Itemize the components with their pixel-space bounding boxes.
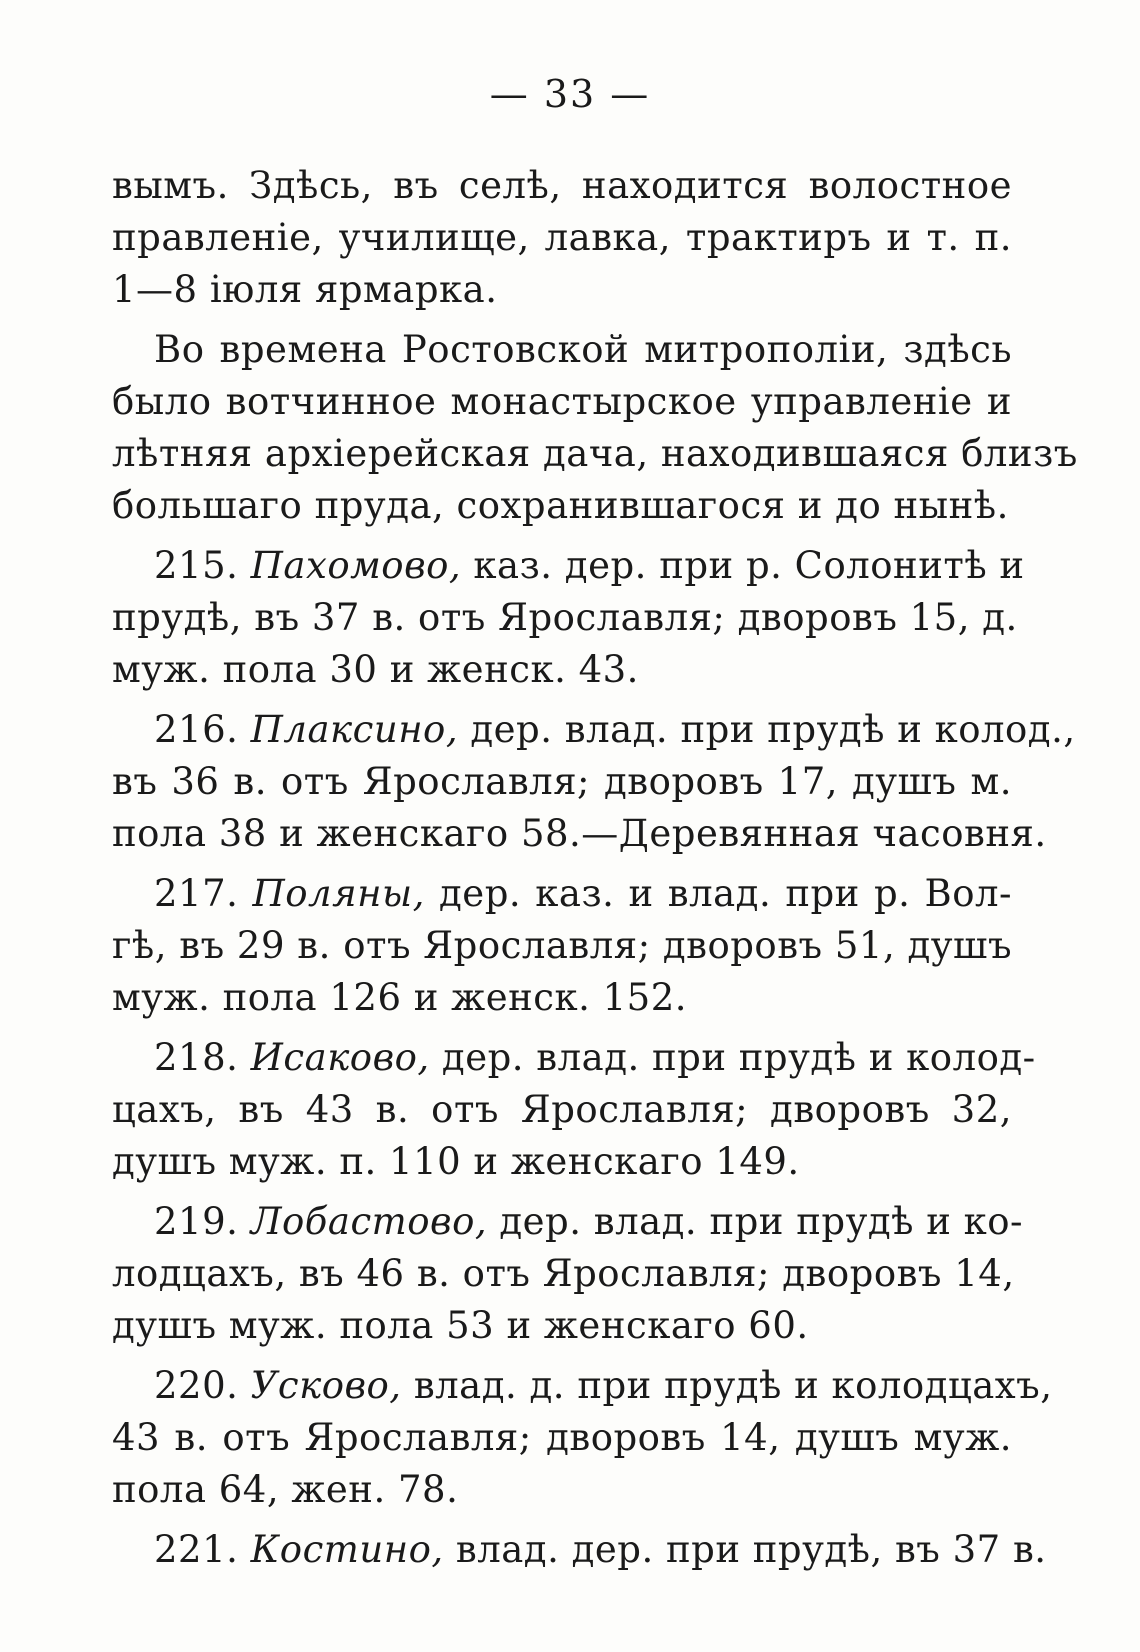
text-line: 43 в. отъ Ярославля; дворовъ 14, душъ муж. bbox=[112, 1416, 1012, 1459]
text-line: гѣ, въ 29 в. отъ Ярославля; дворовъ 51, душъ bbox=[112, 924, 1012, 967]
entry-number: 216. bbox=[154, 708, 239, 751]
page-body bbox=[112, 160, 1078, 1584]
entry-first-line bbox=[112, 1524, 1047, 1576]
entry-first-line bbox=[112, 1196, 1024, 1248]
entry-number: 218. bbox=[154, 1036, 239, 1079]
place-name: Лобастово, bbox=[250, 1200, 488, 1243]
text-line: Во времена Ростовской митрополіи, здѣсь bbox=[154, 328, 1012, 371]
text-line: лѣтняя архіерейская дача, находившаяся близъ bbox=[112, 432, 1078, 475]
entry-text: влад. д. при прудѣ и колодцахъ, bbox=[413, 1364, 1053, 1407]
entry-221 bbox=[112, 1524, 1047, 1576]
place-name: Костино, bbox=[250, 1528, 444, 1571]
text-line: душъ муж. п. 110 и женскаго 149. bbox=[112, 1140, 800, 1183]
entry-first-line bbox=[112, 1360, 1053, 1412]
text-line: муж. пола 126 и женск. 152. bbox=[112, 976, 688, 1019]
entry-first-line bbox=[112, 704, 1076, 756]
text-line: было вотчинное монастырское управленіе и bbox=[112, 380, 1012, 423]
entry-first-line bbox=[112, 540, 1025, 592]
text-line: 1—8 іюля ярмарка. bbox=[112, 268, 498, 311]
text-line: душъ муж. пола 53 и женскаго 60. bbox=[112, 1304, 809, 1347]
entry-first-line bbox=[112, 868, 1012, 920]
entry-first-line bbox=[112, 1032, 1036, 1084]
text-line: пола 64, жен. 78. bbox=[112, 1468, 459, 1511]
entry-number: 219. bbox=[154, 1200, 239, 1243]
entry-217 bbox=[112, 868, 1012, 1024]
entry-218 bbox=[112, 1032, 1036, 1188]
text-line: пола 38 и женскаго 58.—Деревянная часовня. bbox=[112, 812, 1047, 855]
entry-text: дер. влад. при прудѣ и колод., bbox=[470, 708, 1076, 751]
entry-text: дер. каз. и влад. при р. Вол- bbox=[439, 872, 1012, 915]
paragraph bbox=[112, 324, 1078, 532]
text-line: цахъ, въ 43 в. отъ Ярославля; дворовъ 32, bbox=[112, 1088, 1012, 1131]
entry-number: 221. bbox=[154, 1528, 239, 1571]
entry-216 bbox=[112, 704, 1076, 860]
place-name: Усково, bbox=[250, 1364, 402, 1407]
entry-text: влад. дер. при прудѣ, въ 37 в. bbox=[455, 1528, 1047, 1571]
paragraph bbox=[112, 160, 1012, 316]
text-line: вымъ. Здѣсь, въ селѣ, находится волостное bbox=[112, 164, 1012, 207]
page-number: — 33 — bbox=[489, 72, 651, 116]
text-line: муж. пола 30 и женск. 43. bbox=[112, 648, 639, 691]
place-name: Пахомово, bbox=[250, 544, 462, 587]
text-line: большаго пруда, сохранившагося и до нынѣ. bbox=[112, 484, 1009, 527]
entry-number: 215. bbox=[154, 544, 239, 587]
entry-220 bbox=[112, 1360, 1053, 1516]
entry-text: дер. влад. при прудѣ и колод- bbox=[441, 1036, 1036, 1079]
entry-text: каз. дер. при р. Солонитѣ и bbox=[473, 544, 1025, 587]
text-line: лодцахъ, въ 46 в. отъ Ярославля; дворовъ 14, bbox=[112, 1252, 1015, 1295]
entry-215 bbox=[112, 540, 1025, 696]
text-line: прудѣ, въ 37 в. отъ Ярославля; дворовъ 15, д. bbox=[112, 596, 1018, 639]
text-line: правленіе, училище, лавка, трактиръ и т. п. bbox=[112, 216, 1012, 259]
entry-text: дер. влад. при прудѣ и ко- bbox=[499, 1200, 1024, 1243]
text-line: въ 36 в. отъ Ярославля; дворовъ 17, душъ м. bbox=[112, 760, 1012, 803]
place-name: Поляны, bbox=[252, 872, 425, 915]
entry-219 bbox=[112, 1196, 1024, 1352]
entry-number: 217. bbox=[154, 872, 239, 915]
entry-number: 220. bbox=[154, 1364, 239, 1407]
place-name: Исаково, bbox=[250, 1036, 430, 1079]
place-name: Плаксино, bbox=[250, 708, 459, 751]
